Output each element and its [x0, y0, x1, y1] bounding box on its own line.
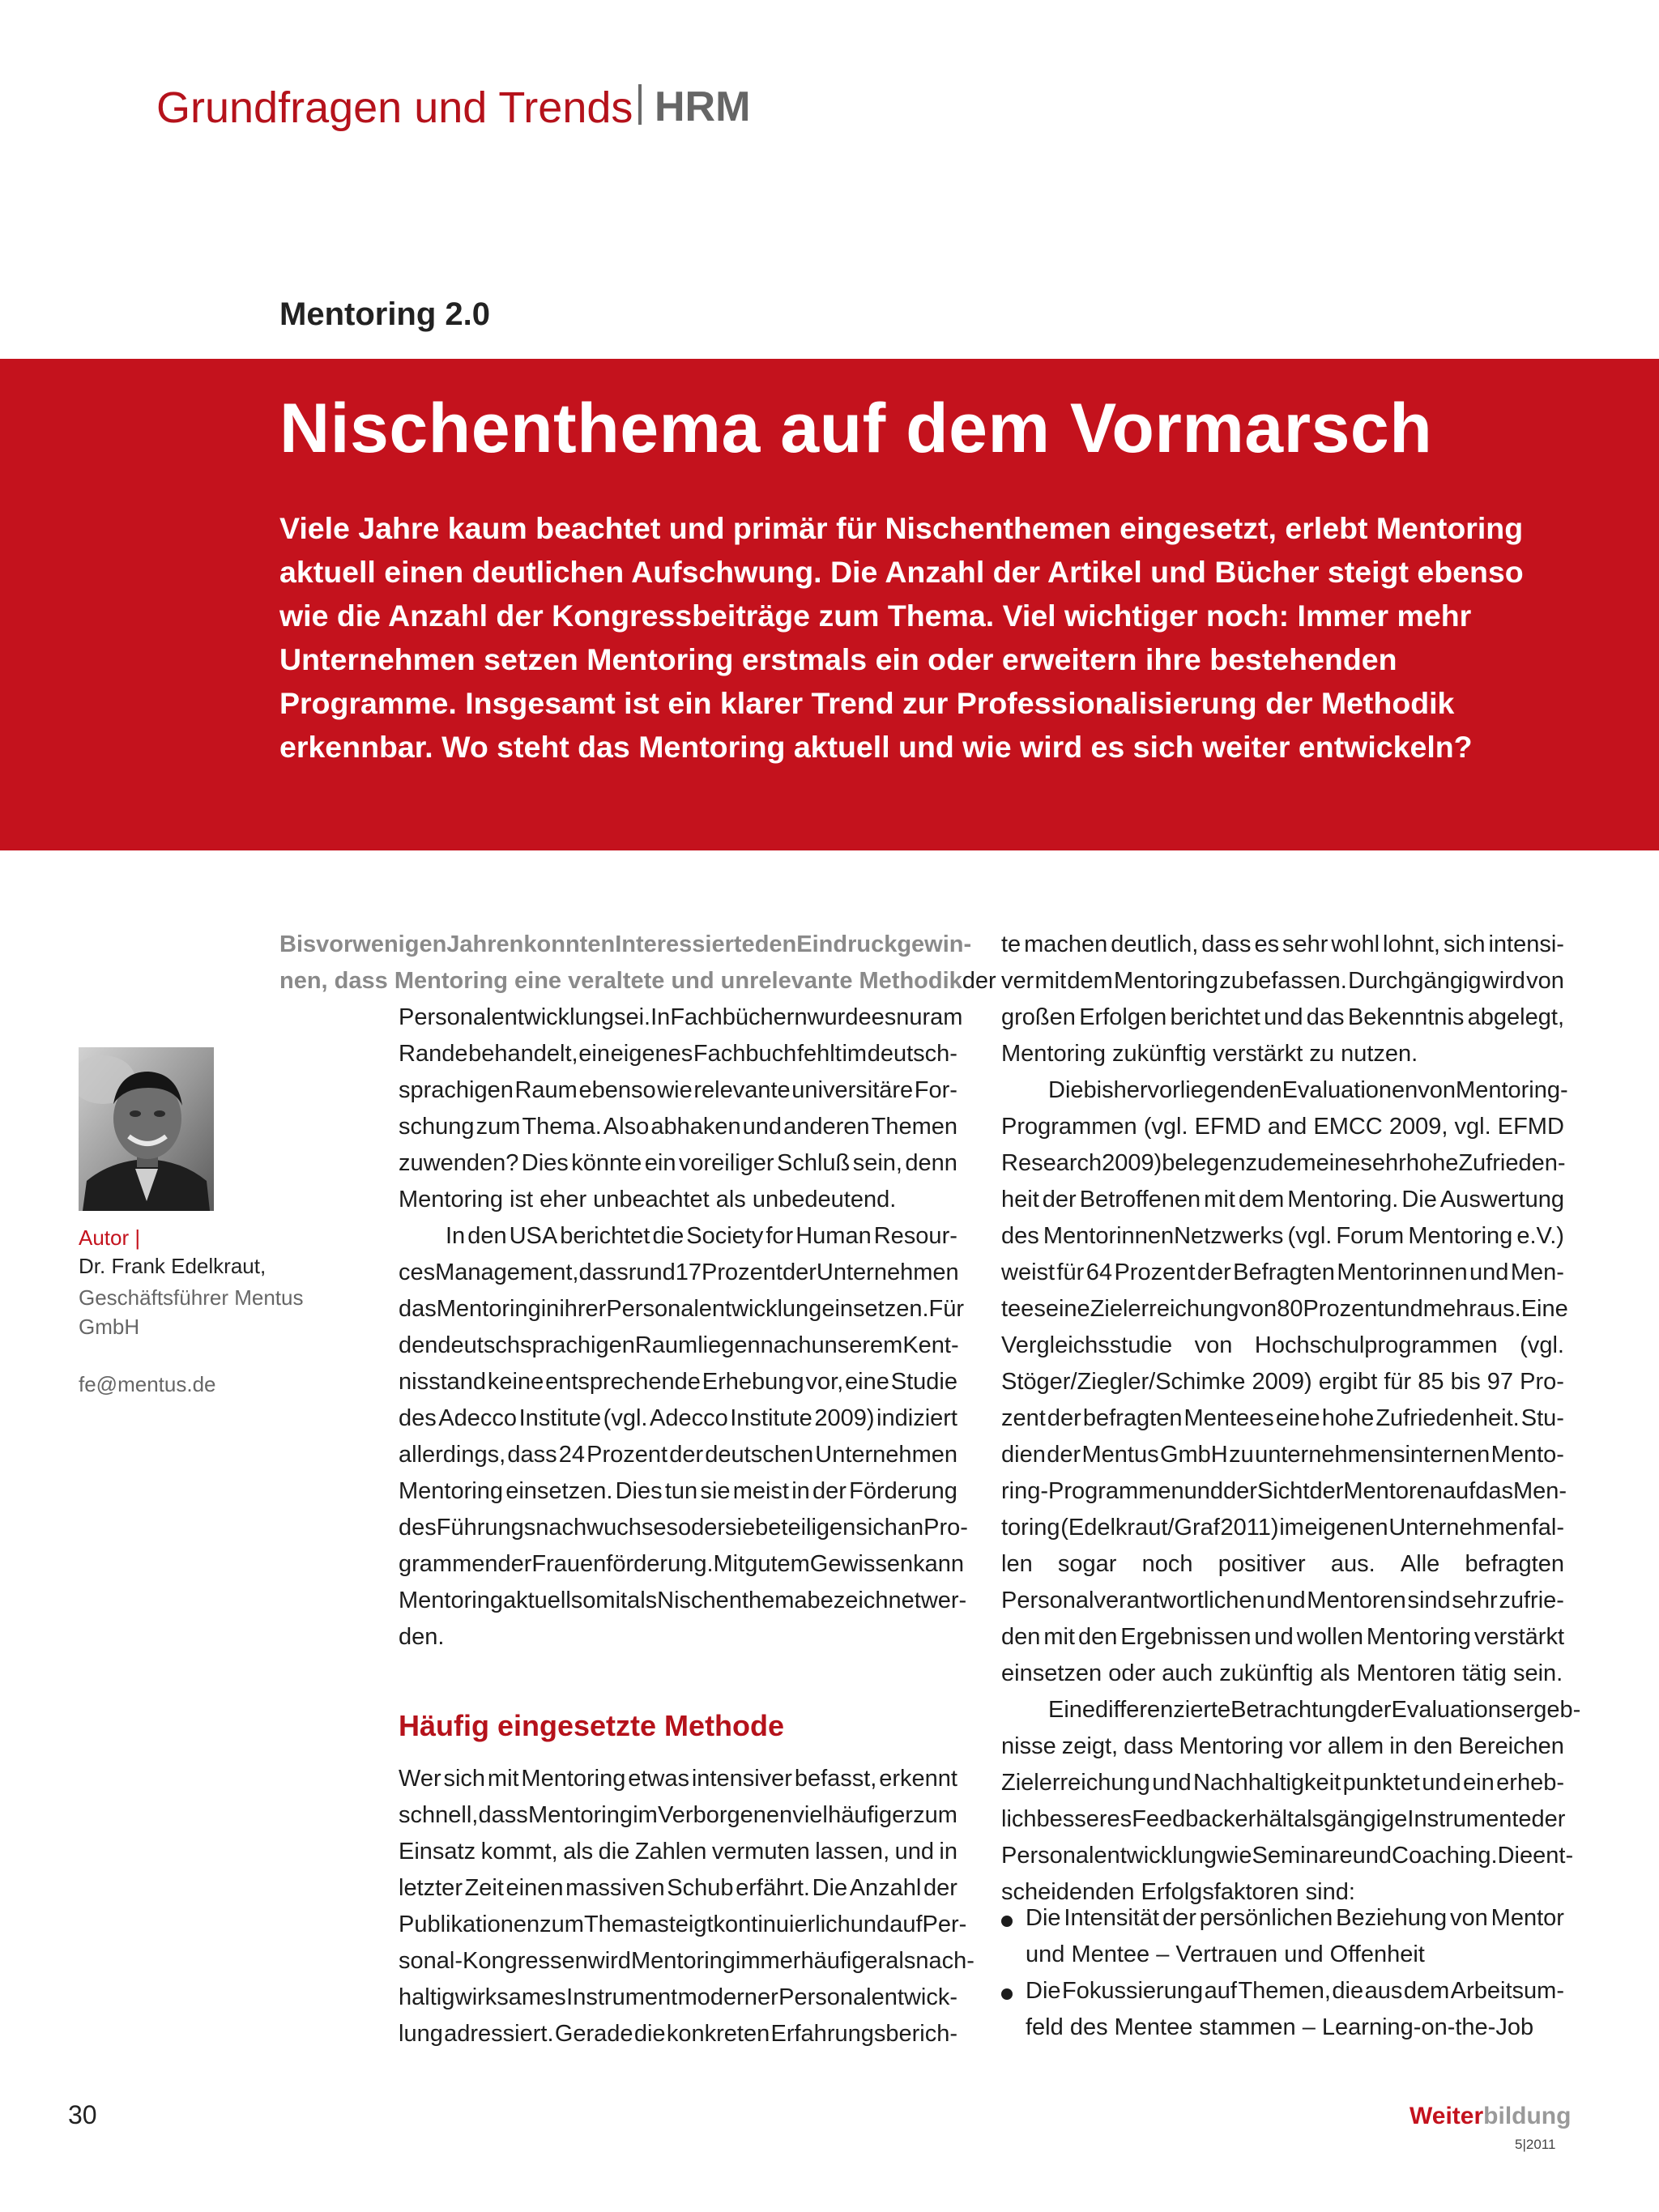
- intro-highlight: nen, dass Mentoring eine veraltete und unrelevante Methodik: [279, 968, 962, 994]
- text-line: tees eine Zielerreichung von 80 Prozent und mehr aus. Eine: [1001, 1296, 1568, 1322]
- text-line: te machen deutlich, dass es sehr wohl lohnt, sich intensi-: [1001, 931, 1564, 957]
- section-tag: HRM: [655, 83, 751, 130]
- text-line: sprachigen Raum ebenso wie relevante universitäre For-: [399, 1077, 957, 1103]
- article-kicker: Mentoring 2.0: [279, 296, 491, 332]
- text-line: dien der Mentus GmbH zu unternehmensinternen Mento-: [1001, 1442, 1564, 1468]
- text-line: nisstand keine entsprechende Erhebung vor, eine Studie: [399, 1369, 957, 1395]
- text-line: Rande behandelt, ein eigenes Fachbuch fehlt im deutsch-: [399, 1041, 957, 1067]
- lead-line: erkennbar. Wo steht das Mentoring aktuell und wie wird es sich weiter entwickeln?: [279, 730, 1473, 764]
- text-line: Personalentwicklung wie Seminare und Coaching. Die ent-: [1001, 1843, 1574, 1869]
- text-line: weist für 64 Prozent der Befragten Mentorinnen und Men-: [1001, 1259, 1564, 1285]
- author-name: Dr. Frank Edelkraut,: [79, 1254, 267, 1278]
- text-line: Personalentwicklung sei. In Fachbüchern wurde es nur am: [399, 1004, 963, 1030]
- article-lead: [279, 506, 1608, 769]
- text-line: des Führungsnachwuchses oder sie beteiligen sich an Pro-: [399, 1515, 968, 1541]
- text-line: schnell, dass Mentoring im Verborgenen viel häufiger zum: [399, 1802, 957, 1828]
- bullet-line: und Mentee – Vertrauen und Offenheit: [1026, 1941, 1425, 1967]
- section-title: Grundfragen und Trends: [156, 83, 633, 132]
- author-email[interactable]: fe@mentus.de: [79, 1372, 216, 1396]
- text-line: Vergleichsstudie von Hochschulprogrammen (vgl.: [1001, 1332, 1564, 1358]
- text-line: zent der befragten Mentees eine hohe Zufriedenheit. Stu-: [1001, 1405, 1564, 1431]
- lead-line: aktuell einen deutlichen Aufschwung. Die Anzahl der Artikel und Bücher steigt ebenso: [279, 555, 1524, 589]
- text-line: den deutschsprachigen Raum liegen nach unserem Kent-: [399, 1332, 959, 1358]
- text-line: Publikationen zum Thema steigt kontinuierlich und auf Per-: [399, 1912, 967, 1937]
- text-line: allerdings, dass 24 Prozent der deutschen Unternehmen: [399, 1442, 957, 1468]
- text-line: Personalverantwortlichen und Mentoren sind sehr zufrie-: [1001, 1588, 1564, 1613]
- bullet-line: feld des Mentee stammen – Learning-on-the-Job: [1026, 2014, 1534, 2040]
- article-headline: Nischenthema auf dem Vormarsch: [279, 390, 1433, 467]
- lead-line: Unternehmen setzen Mentoring erstmals ein oder erweitern ihre bestehenden: [279, 642, 1397, 676]
- page-number: 30: [68, 2100, 97, 2129]
- text-line: Einsatz kommt, als die Zahlen vermuten lassen, und in: [399, 1839, 957, 1865]
- text-line: Zielerreichung und Nachhaltigkeit punktet und ein erheb-: [1001, 1770, 1564, 1796]
- text-line: Mentoring ist eher unbeachtet als unbedeutend.: [399, 1187, 897, 1213]
- text-line: das Mentoring in ihrer Personalentwicklung einsetzen. Für: [399, 1296, 965, 1322]
- author-label: Autor |: [79, 1225, 141, 1250]
- text-line: ver mit dem Mentoring zu befassen. Durchgängig wird von: [1001, 968, 1564, 994]
- text-line: einsetzen oder auch zukünftig als Mentoren tätig sein.: [1001, 1660, 1563, 1686]
- issue-number: 5|2011: [1515, 2137, 1556, 2152]
- text-line: des MentorinnenNetzwerks (vgl. Forum Mentoring e.V.): [1001, 1223, 1564, 1249]
- text-line: lich besseres Feedback erhält als gängige Instrumente der: [1001, 1806, 1566, 1832]
- intro-rest: der: [962, 968, 996, 994]
- text-line: Eine differenzierte Betrachtung der Evaluationsergeb-: [1048, 1697, 1581, 1723]
- text-line: haltig wirksames Instrument moderner Personalentwick-: [399, 1984, 957, 2010]
- bullet-line: Die Intensität der persönlichen Beziehung von Mentor: [1026, 1905, 1564, 1931]
- text-line: toring (Edelkraut/Graf 2011) im eigenen Unternehmen fal-: [1001, 1515, 1564, 1541]
- text-line: scheidenden Erfolgsfaktoren sind:: [1001, 1879, 1355, 1905]
- lead-line: Viele Jahre kaum beachtet und primär für Nischenthemen eingesetzt, erlebt Mentoring: [279, 511, 1524, 545]
- text-line: den mit den Ergebnissen und wollen Mentoring verstärkt: [1001, 1624, 1564, 1650]
- text-line: Mentoring einsetzen. Dies tun sie meist in der Förderung: [399, 1478, 957, 1504]
- text-line: lung adressiert. Gerade die konkreten Erfahrungsberich-: [399, 2021, 957, 2047]
- text-line: den.: [399, 1624, 445, 1650]
- text-line: Die bisher vorliegenden Evaluationen von Mentoring-: [1048, 1077, 1568, 1103]
- text-line: len sogar noch positiver aus. Alle befragten: [1001, 1551, 1564, 1577]
- text-line: Wer sich mit Mentoring etwas intensiver befasst, erkennt: [399, 1766, 957, 1792]
- section-subhead: Häufig eingesetzte Methode: [399, 1709, 785, 1742]
- author-photo: [79, 1047, 214, 1211]
- text-line: des Adecco Institute (vgl. Adecco Institute 2009) indiziert: [399, 1405, 957, 1431]
- text-line: Mentoring zukünftig verstärkt zu nutzen.: [1001, 1041, 1418, 1067]
- header-divider: [638, 84, 642, 125]
- text-line: ring-Programmen und der Sicht der Mentoren auf das Men-: [1001, 1478, 1567, 1504]
- text-line: Programmen (vgl. EFMD and EMCC 2009, vgl. EFMD: [1001, 1114, 1564, 1140]
- intro-line: Bis vor wenigen Jahren konnten Interessierte den Eindruck gewin-: [279, 931, 972, 957]
- lead-line: Programme. Insgesamt ist ein klarer Trend zur Professionalisierung der Methodik: [279, 686, 1455, 720]
- text-line: nisse zeigt, dass Mentoring vor allem in den Bereichen: [1001, 1733, 1564, 1759]
- text-line: In den USA berichtet die Society for Human Resour-: [446, 1223, 957, 1249]
- text-line: Stöger/Ziegler/Schimke 2009) ergibt für 85 bis 97 Pro-: [1001, 1369, 1564, 1395]
- bullet-icon: [1001, 1988, 1013, 2000]
- brand-part-1: Weiter: [1410, 2103, 1484, 2129]
- text-line: Research 2009) belegen zudem eine sehr hohe Zufrieden-: [1001, 1150, 1566, 1176]
- brand-part-2: bildung: [1483, 2103, 1572, 2129]
- intro-line: [279, 968, 996, 995]
- magazine-brand: [1410, 2103, 1571, 2130]
- text-line: heit der Betroffenen mit dem Mentoring. Die Auswertung: [1001, 1187, 1564, 1213]
- text-line: ces Management, dass rund 17 Prozent der Unternehmen: [399, 1259, 959, 1285]
- text-line: Mentoring aktuell somit als Nischenthema bezeichnet wer-: [399, 1588, 967, 1613]
- text-line: letzter Zeit einen massiven Schub erfährt. Die Anzahl der: [399, 1875, 957, 1901]
- text-line: zuwenden? Dies könnte ein voreiliger Schluß sein, denn: [399, 1150, 957, 1176]
- text-line: großen Erfolgen berichtet und das Bekenntnis abgelegt,: [1001, 1004, 1564, 1030]
- text-line: grammen der Frauenförderung. Mit gutem Gewissen kann: [399, 1551, 965, 1577]
- author-role: Geschäftsführer Mentus GmbH: [79, 1285, 304, 1339]
- text-line: sonal-Kongressen wird Mentoring immer häufiger als nach-: [399, 1948, 975, 1974]
- bullet-icon: [1001, 1916, 1013, 1927]
- lead-line: wie die Anzahl der Kongressbeiträge zum Thema. Viel wichtiger noch: Immer mehr: [279, 599, 1472, 633]
- bullet-line: Die Fokussierung auf Themen, die aus dem Arbeitsum-: [1026, 1978, 1564, 2004]
- text-line: schung zum Thema. Also abhaken und anderen Themen: [399, 1114, 957, 1140]
